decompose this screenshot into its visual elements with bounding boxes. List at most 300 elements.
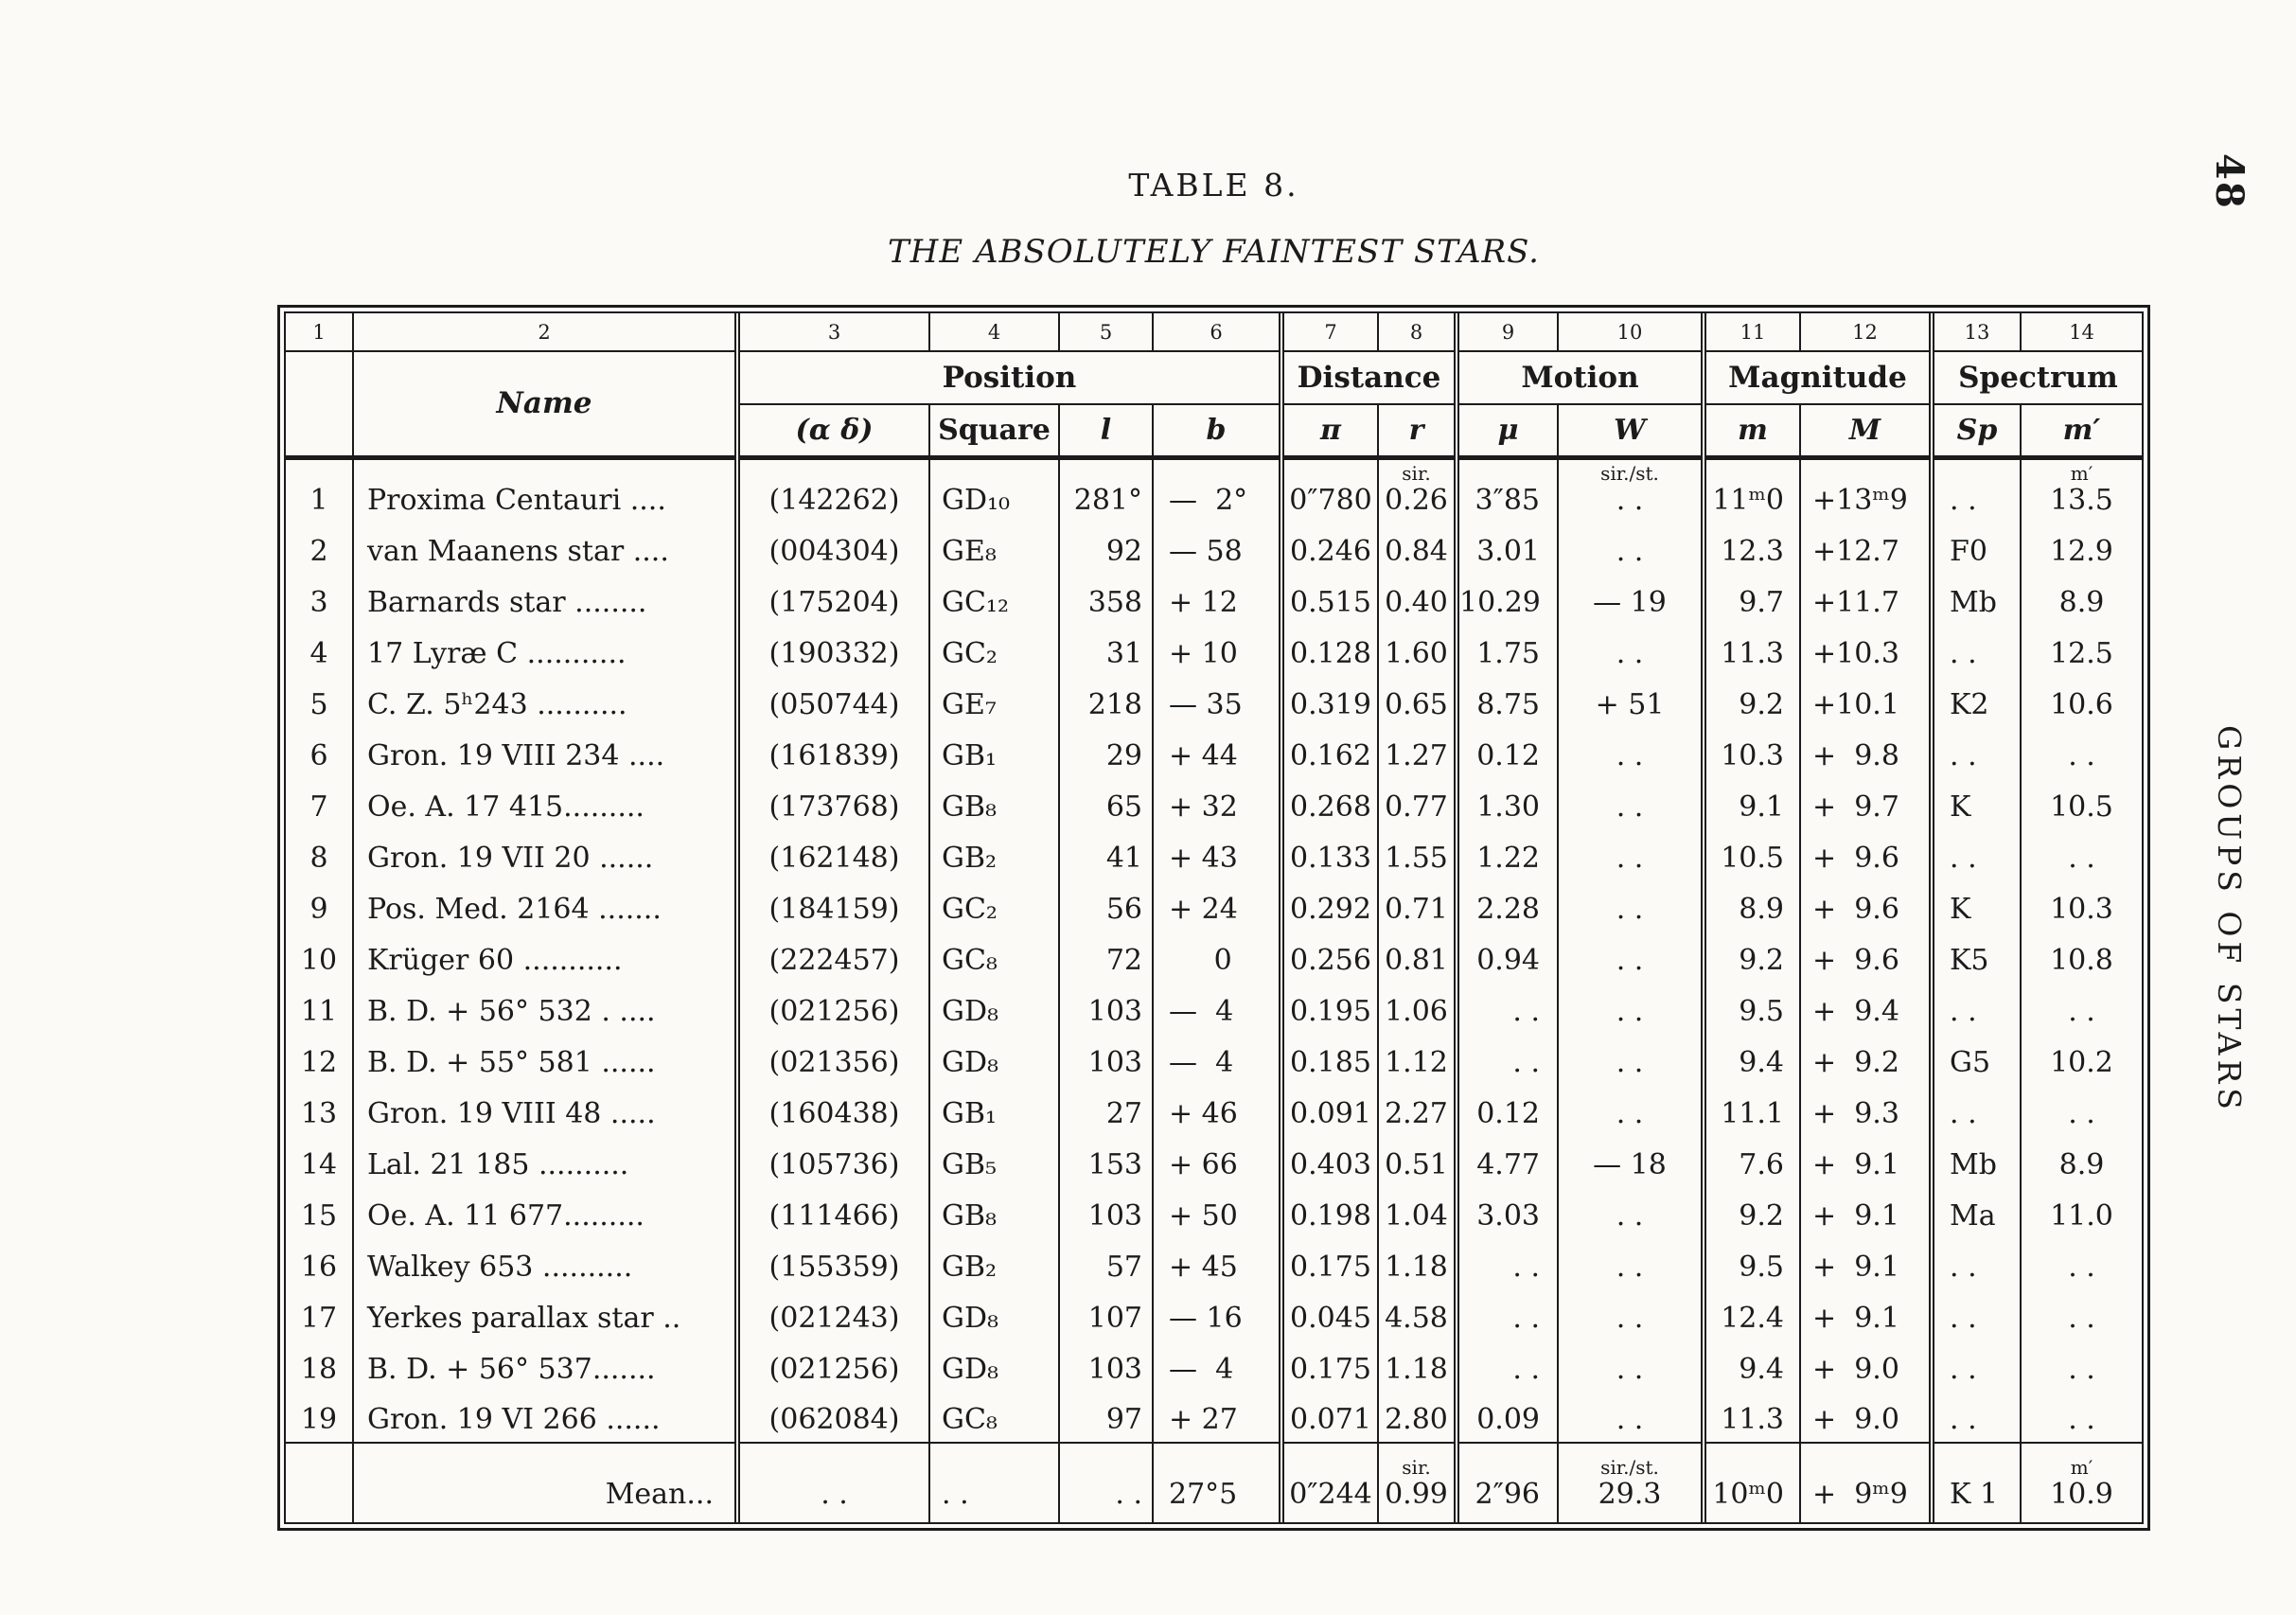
cell-b: — 4 xyxy=(1153,1340,1281,1392)
cell-name: B. D. + 56° 537....... xyxy=(353,1340,737,1392)
cell-square: GE₇ xyxy=(929,676,1059,727)
cell-pi: 0.256 xyxy=(1281,932,1378,983)
column-number: 1 xyxy=(286,313,353,351)
cell-pi: 0.246 xyxy=(1281,523,1378,574)
cell-m: 9.5 xyxy=(1704,1238,1800,1289)
cell-w: . . xyxy=(1558,1392,1704,1443)
column-number: 9 xyxy=(1457,313,1558,351)
mean-row xyxy=(286,1443,2142,1522)
cell-r: 0.77 xyxy=(1378,778,1457,829)
cell-m2: . . xyxy=(2068,1402,2095,1436)
cell-ad: (175204) xyxy=(737,574,929,625)
mean-name: Mean... xyxy=(353,1443,737,1522)
mean-m2 xyxy=(2021,1443,2142,1522)
cell-m: 10.3 xyxy=(1704,727,1800,778)
cell-square: GC₈ xyxy=(929,932,1059,983)
cell-pi: 0.403 xyxy=(1281,1136,1378,1187)
cell-m: 9.2 xyxy=(1704,1187,1800,1238)
cell-no: 19 xyxy=(286,1392,353,1443)
cell-square: GC₈ xyxy=(929,1392,1059,1443)
cell-l: 153 xyxy=(1059,1136,1153,1187)
cell-value: 0.26 xyxy=(1385,483,1448,517)
star-row xyxy=(286,676,2142,727)
cell-sp: . . xyxy=(1932,1085,2021,1136)
mean-ad: . . xyxy=(737,1443,929,1522)
cell-pi: 0″780 xyxy=(1281,457,1378,523)
column-number: 3 xyxy=(737,313,929,351)
cell-mu: 1.75 xyxy=(1457,625,1558,676)
cell-pi: 0.091 xyxy=(1281,1085,1378,1136)
cell-no: 15 xyxy=(286,1187,353,1238)
star-row xyxy=(286,1187,2142,1238)
cell-M: + 9.0 xyxy=(1800,1392,1932,1443)
mean-pi: 0″244 xyxy=(1281,1443,1378,1522)
cell-M: + 9.1 xyxy=(1800,1238,1932,1289)
star-row xyxy=(286,778,2142,829)
star-row xyxy=(286,1034,2142,1085)
cell-no: 3 xyxy=(286,574,353,625)
cell-ad: (161839) xyxy=(737,727,929,778)
cell-square: GC₂ xyxy=(929,625,1059,676)
cell-sp: Ma xyxy=(1932,1187,2021,1238)
group-header-distance: Distance xyxy=(1281,351,1457,404)
cell-mu: . . xyxy=(1457,983,1558,1034)
sub-header: m xyxy=(1704,404,1800,457)
cell-sp: . . xyxy=(1932,1392,2021,1443)
cell-pi: 0.162 xyxy=(1281,727,1378,778)
column-number: 2 xyxy=(353,313,737,351)
cell-sp: . . xyxy=(1932,983,2021,1034)
cell-mu: 1.22 xyxy=(1457,829,1558,880)
column-number: 11 xyxy=(1704,313,1800,351)
cell-pi: 0.198 xyxy=(1281,1187,1378,1238)
cell-r: 0.40 xyxy=(1378,574,1457,625)
cell-mu: 0.09 xyxy=(1457,1392,1558,1443)
cell-b: + 32 xyxy=(1153,778,1281,829)
group-header-magnitude: Magnitude xyxy=(1704,351,1932,404)
cell-M: +12.7 xyxy=(1800,523,1932,574)
cell-square: GB₂ xyxy=(929,829,1059,880)
star-row xyxy=(286,1340,2142,1392)
cell-no: 14 xyxy=(286,1136,353,1187)
cell-mu: 0.94 xyxy=(1457,932,1558,983)
cell-ad: (021243) xyxy=(737,1289,929,1340)
cell-no: 7 xyxy=(286,778,353,829)
cell-square: GB₅ xyxy=(929,1136,1059,1187)
cell-mu: 1.30 xyxy=(1457,778,1558,829)
cell-m: 12.3 xyxy=(1704,523,1800,574)
cell-M: + 9.6 xyxy=(1800,932,1932,983)
cell-ad: (184159) xyxy=(737,880,929,932)
cell-b: + 44 xyxy=(1153,727,1281,778)
cell-no: 4 xyxy=(286,625,353,676)
cell-sp: Mb xyxy=(1932,574,2021,625)
cell-name: Gron. 19 VI 266 ...... xyxy=(353,1392,737,1443)
cell-M: + 9.2 xyxy=(1800,1034,1932,1085)
cell-name: Krüger 60 ........... xyxy=(353,932,737,983)
cell-mu: 3″85 xyxy=(1457,457,1558,523)
cell-value: 29.3 xyxy=(1598,1477,1662,1511)
star-row xyxy=(286,574,2142,625)
name-column-header: Name xyxy=(353,351,737,457)
cell-sp: . . xyxy=(1932,1238,2021,1289)
cell-M: + 9.7 xyxy=(1800,778,1932,829)
cell-M: + 9.6 xyxy=(1800,880,1932,932)
cell-b: — 58 xyxy=(1153,523,1281,574)
cell-ad: (142262) xyxy=(737,457,929,523)
cell-m2 xyxy=(2021,457,2142,523)
star-row xyxy=(286,523,2142,574)
cell-m2: . . xyxy=(2068,841,2095,875)
cell-M: +11.7 xyxy=(1800,574,1932,625)
cell-m2: 12.9 xyxy=(2050,534,2113,568)
cell-ad: (021356) xyxy=(737,1034,929,1085)
cell-mu: . . xyxy=(1457,1340,1558,1392)
cell-m2: 10.5 xyxy=(2050,790,2113,824)
cell-l: 29 xyxy=(1059,727,1153,778)
cell-mu: 10.29 xyxy=(1457,574,1558,625)
cell-m2: 8.9 xyxy=(2058,585,2105,619)
cell-pi: 0.268 xyxy=(1281,778,1378,829)
column-number: 14 xyxy=(2021,313,2142,351)
cell-no: 5 xyxy=(286,676,353,727)
cell-r: 0.65 xyxy=(1378,676,1457,727)
cell-sp: . . xyxy=(1932,457,2021,523)
cell-pi: 0.195 xyxy=(1281,983,1378,1034)
cell-mu: . . xyxy=(1457,1034,1558,1085)
cell-no: 12 xyxy=(286,1034,353,1085)
cell-sp: G5 xyxy=(1932,1034,2021,1085)
cell-r: 2.80 xyxy=(1378,1392,1457,1443)
cell-sp: . . xyxy=(1932,829,2021,880)
cell-w: — 18 xyxy=(1558,1136,1704,1187)
cell-ad: (004304) xyxy=(737,523,929,574)
cell-pi: 0.045 xyxy=(1281,1289,1378,1340)
cell-name: Barnards star ........ xyxy=(353,574,737,625)
cell-b: + 43 xyxy=(1153,829,1281,880)
cell-mu: 2.28 xyxy=(1457,880,1558,932)
cell-name: Gron. 19 VII 20 ...... xyxy=(353,829,737,880)
cell-ad: (155359) xyxy=(737,1238,929,1289)
cell-ad: (021256) xyxy=(737,1340,929,1392)
star-row xyxy=(286,1392,2142,1443)
mean-mu: 2″96 xyxy=(1457,1443,1558,1522)
column-number: 5 xyxy=(1059,313,1153,351)
star-row xyxy=(286,457,2142,523)
column-number: 7 xyxy=(1281,313,1378,351)
cell-name: Gron. 19 VIII 234 .... xyxy=(353,727,737,778)
cell-l: 92 xyxy=(1059,523,1153,574)
cell-m: 9.4 xyxy=(1704,1340,1800,1392)
star-row xyxy=(286,983,2142,1034)
cell-b: — 4 xyxy=(1153,983,1281,1034)
cell-w: . . xyxy=(1558,727,1704,778)
cell-w: . . xyxy=(1558,523,1704,574)
cell-name: 17 Lyræ C ........... xyxy=(353,625,737,676)
cell-square: GD₈ xyxy=(929,983,1059,1034)
cell-pi: 0.175 xyxy=(1281,1340,1378,1392)
cell-l: 107 xyxy=(1059,1289,1153,1340)
cell-value: . . xyxy=(1616,483,1644,517)
cell-value: 13.5 xyxy=(2050,483,2113,517)
cell-r: 1.12 xyxy=(1378,1034,1457,1085)
cell-M: + 9.4 xyxy=(1800,983,1932,1034)
cell-m: 10.5 xyxy=(1704,829,1800,880)
cell-w: . . xyxy=(1558,983,1704,1034)
cell-ad: (111466) xyxy=(737,1187,929,1238)
cell-r: 2.27 xyxy=(1378,1085,1457,1136)
cell-l: 103 xyxy=(1059,1340,1153,1392)
column-number: 8 xyxy=(1378,313,1457,351)
sub-header: r xyxy=(1378,404,1457,457)
cell-m: 11.1 xyxy=(1704,1085,1800,1136)
corner-cell xyxy=(286,351,353,457)
cell-mu: 8.75 xyxy=(1457,676,1558,727)
cell-mu: . . xyxy=(1457,1238,1558,1289)
cell-r: 1.18 xyxy=(1378,1238,1457,1289)
cell-square: GD₈ xyxy=(929,1034,1059,1085)
cell-ad: (162148) xyxy=(737,829,929,880)
group-header-motion: Motion xyxy=(1457,351,1704,404)
cell-M: + 9.3 xyxy=(1800,1085,1932,1136)
cell-name: B. D. + 55° 581 ...... xyxy=(353,1034,737,1085)
star-row xyxy=(286,829,2142,880)
cell-m: 12.4 xyxy=(1704,1289,1800,1340)
cell-pi: 0.292 xyxy=(1281,880,1378,932)
cell-r: 1.18 xyxy=(1378,1340,1457,1392)
cell-l: 103 xyxy=(1059,1034,1153,1085)
cell-square: GD₁₀ xyxy=(929,457,1059,523)
column-number: 6 xyxy=(1153,313,1281,351)
cell-w: . . xyxy=(1558,880,1704,932)
cell-m: 11.3 xyxy=(1704,1392,1800,1443)
sub-header: b xyxy=(1153,404,1281,457)
cell-name: Gron. 19 VIII 48 ..... xyxy=(353,1085,737,1136)
cell-l: 57 xyxy=(1059,1238,1153,1289)
cell-m: 11.3 xyxy=(1704,625,1800,676)
table-title: TABLE 8. xyxy=(1128,167,1299,204)
cell-r: 4.58 xyxy=(1378,1289,1457,1340)
cell-value: 10.9 xyxy=(2050,1477,2113,1511)
cell-m2: . . xyxy=(2068,1250,2095,1284)
cell-mu: 3.03 xyxy=(1457,1187,1558,1238)
cell-M: + 9.1 xyxy=(1800,1187,1932,1238)
cell-M: +10.1 xyxy=(1800,676,1932,727)
cell-b: — 2° xyxy=(1153,457,1281,523)
cell-b: + 27 xyxy=(1153,1392,1281,1443)
sub-header: M xyxy=(1800,404,1932,457)
cell-b: — 16 xyxy=(1153,1289,1281,1340)
table-subtitle: THE ABSOLUTELY FAINTEST STARS. xyxy=(888,233,1540,271)
cell-M: + 9.0 xyxy=(1800,1340,1932,1392)
cell-sp: . . xyxy=(1932,727,2021,778)
cell-mu: 0.12 xyxy=(1457,1085,1558,1136)
cell-l: 31 xyxy=(1059,625,1153,676)
cell-name: Proxima Centauri .... xyxy=(353,457,737,523)
cell-square: GC₂ xyxy=(929,880,1059,932)
cell-b: + 66 xyxy=(1153,1136,1281,1187)
cell-l: 103 xyxy=(1059,983,1153,1034)
cell-m2: 8.9 xyxy=(2058,1147,2105,1181)
cell-sp: K xyxy=(1932,778,2021,829)
cell-l: 65 xyxy=(1059,778,1153,829)
cell-w: . . xyxy=(1558,1085,1704,1136)
cell-r: 0.51 xyxy=(1378,1136,1457,1187)
cell-w: . . xyxy=(1558,1238,1704,1289)
sub-header: Square xyxy=(929,404,1059,457)
cell-mu: 3.01 xyxy=(1457,523,1558,574)
cell-m2: 10.3 xyxy=(2050,892,2113,926)
cell-l: 97 xyxy=(1059,1392,1153,1443)
cell-ad: (222457) xyxy=(737,932,929,983)
mean-l: . . xyxy=(1059,1443,1153,1522)
faintest-stars-table xyxy=(286,313,2142,1522)
cell-w: + 51 xyxy=(1558,676,1704,727)
cell-sp: K5 xyxy=(1932,932,2021,983)
cell-pi: 0.071 xyxy=(1281,1392,1378,1443)
cell-m: 9.5 xyxy=(1704,983,1800,1034)
cell-w: . . xyxy=(1558,1340,1704,1392)
cell-M: + 9.1 xyxy=(1800,1136,1932,1187)
cell-square: GB₈ xyxy=(929,1187,1059,1238)
cell-no: 2 xyxy=(286,523,353,574)
cell-M: +10.3 xyxy=(1800,625,1932,676)
cell-sp: Mb xyxy=(1932,1136,2021,1187)
cell-l: 281° xyxy=(1059,457,1153,523)
cell-no: 11 xyxy=(286,983,353,1034)
cell-square: GB₂ xyxy=(929,1238,1059,1289)
cell-r: 1.04 xyxy=(1378,1187,1457,1238)
cell-sp: . . xyxy=(1932,1289,2021,1340)
cell-square: GC₁₂ xyxy=(929,574,1059,625)
cell-l: 72 xyxy=(1059,932,1153,983)
cell-w: — 19 xyxy=(1558,574,1704,625)
cell-name: C. Z. 5ʰ243 .......... xyxy=(353,676,737,727)
cell-b: + 24 xyxy=(1153,880,1281,932)
cell-sp: K2 xyxy=(1932,676,2021,727)
cell-m2: 11.0 xyxy=(2050,1198,2113,1233)
cell-M: + 9.1 xyxy=(1800,1289,1932,1340)
cell-ad: (190332) xyxy=(737,625,929,676)
mean-b: 27°5 xyxy=(1153,1443,1281,1522)
cell-m: 9.7 xyxy=(1704,574,1800,625)
mean-r xyxy=(1378,1443,1457,1522)
cell-name: Walkey 653 .......... xyxy=(353,1238,737,1289)
table-border xyxy=(277,305,2150,1531)
cell-w xyxy=(1558,457,1704,523)
cell-m2: . . xyxy=(2068,738,2095,772)
cell-square: GD₈ xyxy=(929,1289,1059,1340)
cell-r: 1.60 xyxy=(1378,625,1457,676)
cell-no: 8 xyxy=(286,829,353,880)
star-row xyxy=(286,625,2142,676)
cell-w: . . xyxy=(1558,1034,1704,1085)
cell-ad: (021256) xyxy=(737,983,929,1034)
cell-m2: 10.8 xyxy=(2050,943,2113,977)
star-row xyxy=(286,1238,2142,1289)
column-number: 12 xyxy=(1800,313,1932,351)
cell-r: 0.71 xyxy=(1378,880,1457,932)
cell-no: 1 xyxy=(286,457,353,523)
mean-square: . . xyxy=(929,1443,1059,1522)
cell-m: 9.4 xyxy=(1704,1034,1800,1085)
cell-r: 1.27 xyxy=(1378,727,1457,778)
cell-m: 9.2 xyxy=(1704,932,1800,983)
cell-square: GD₈ xyxy=(929,1340,1059,1392)
cell-pi: 0.133 xyxy=(1281,829,1378,880)
column-number-row xyxy=(286,313,2142,351)
cell-pi: 0.128 xyxy=(1281,625,1378,676)
cell-square: GB₁ xyxy=(929,727,1059,778)
group-header-spectrum: Spectrum xyxy=(1932,351,2142,404)
cell-m: 9.2 xyxy=(1704,676,1800,727)
cell-r: 1.55 xyxy=(1378,829,1457,880)
cell-m2: 12.5 xyxy=(2050,636,2113,670)
cell-l: 103 xyxy=(1059,1187,1153,1238)
cell-M: + 9.6 xyxy=(1800,829,1932,880)
mean-no xyxy=(286,1443,353,1522)
cell-no: 13 xyxy=(286,1085,353,1136)
cell-no: 16 xyxy=(286,1238,353,1289)
cell-w: . . xyxy=(1558,778,1704,829)
cell-m2: 10.2 xyxy=(2050,1045,2113,1079)
cell-b: — 35 xyxy=(1153,676,1281,727)
mean-M: + 9ᵐ9 xyxy=(1800,1443,1932,1522)
cell-m: 8.9 xyxy=(1704,880,1800,932)
cell-sp: F0 xyxy=(1932,523,2021,574)
cell-ad: (173768) xyxy=(737,778,929,829)
table-border-inner xyxy=(284,311,2144,1524)
cell-mu: 4.77 xyxy=(1457,1136,1558,1187)
cell-note: sir./st. xyxy=(1600,461,1659,485)
cell-b: + 10 xyxy=(1153,625,1281,676)
cell-ad: (062084) xyxy=(737,1392,929,1443)
cell-sp: . . xyxy=(1932,625,2021,676)
cell-m2: . . xyxy=(2068,1096,2095,1130)
sub-header: π xyxy=(1281,404,1378,457)
cell-w: . . xyxy=(1558,625,1704,676)
cell-no: 17 xyxy=(286,1289,353,1340)
star-row xyxy=(286,727,2142,778)
cell-note: sir./st. xyxy=(1600,1455,1659,1479)
margin-section-label: GROUPS OF STARS xyxy=(2211,725,2248,1114)
cell-square: GB₁ xyxy=(929,1085,1059,1136)
cell-l: 358 xyxy=(1059,574,1153,625)
cell-l: 218 xyxy=(1059,676,1153,727)
sub-header: μ xyxy=(1457,404,1558,457)
sub-header: (α δ) xyxy=(737,404,929,457)
cell-no: 18 xyxy=(286,1340,353,1392)
cell-pi: 0.515 xyxy=(1281,574,1378,625)
group-header-row xyxy=(286,351,2142,404)
column-number: 13 xyxy=(1932,313,2021,351)
cell-value: 0.99 xyxy=(1385,1477,1448,1511)
cell-w: . . xyxy=(1558,1289,1704,1340)
cell-l: 27 xyxy=(1059,1085,1153,1136)
cell-name: Oe. A. 17 415......... xyxy=(353,778,737,829)
cell-note: sir. xyxy=(1402,1455,1431,1479)
cell-pi: 0.319 xyxy=(1281,676,1378,727)
star-row xyxy=(286,1136,2142,1187)
cell-M: +13ᵐ9 xyxy=(1800,457,1932,523)
cell-no: 9 xyxy=(286,880,353,932)
cell-m: 9.1 xyxy=(1704,778,1800,829)
cell-ad: (160438) xyxy=(737,1085,929,1136)
cell-mu: . . xyxy=(1457,1289,1558,1340)
cell-note: sir. xyxy=(1402,461,1431,485)
cell-square: GE₈ xyxy=(929,523,1059,574)
mean-sp: K 1 xyxy=(1932,1443,2021,1522)
